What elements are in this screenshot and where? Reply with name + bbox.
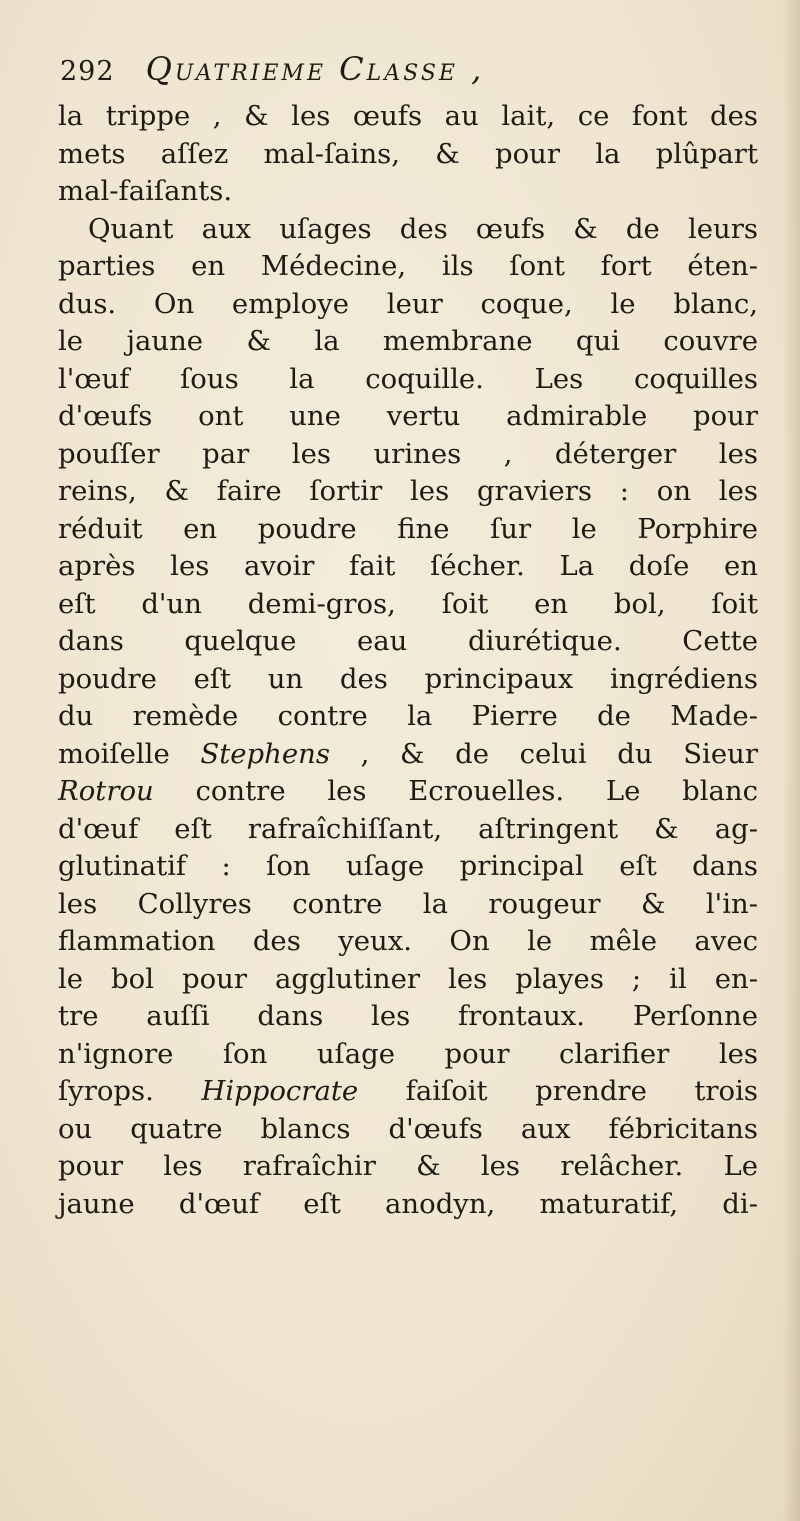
text-line: flammation des yeux. On le mêle avec xyxy=(58,925,758,957)
text-line: la trippe , & les œufs au lait, ce font des xyxy=(58,100,758,132)
text-line: moiſelle Stephens , & de celui du Sieur xyxy=(58,737,758,770)
text-line: pour les rafraîchir & les relâcher. Le xyxy=(58,1150,758,1182)
text-line: tre auſſi dans les frontaux. Perſonne xyxy=(58,1000,758,1032)
text-line: pouſſer par les urines , déterger les xyxy=(58,437,758,470)
text-line: mal-faiſants. xyxy=(58,175,233,207)
proper-name-hippocrate: Hippocrate xyxy=(201,1075,359,1107)
proper-name-stephens: Stephens xyxy=(200,737,330,770)
text-line: ſyrops. Hippocrate faiſoit prendre trois xyxy=(58,1075,758,1107)
text-line: dans quelque eau diurétique. Cette xyxy=(58,625,758,657)
text-line: mets aſſez mal-ſains, & pour la plûpart xyxy=(58,137,758,170)
text-line: d'œufs ont une vertu admirable pour xyxy=(58,400,758,432)
page-header xyxy=(60,50,740,96)
text-line: glutinatif : ſon uſage principal eſt dans xyxy=(58,850,758,882)
text-line: poudre eſt un des principaux ingrédiens xyxy=(58,662,758,695)
text-line: eſt d'un demi-gros, ſoit en bol, ſoit xyxy=(58,587,758,620)
text-line: l'œuf ſous la coquille. Les coquilles xyxy=(58,362,758,395)
text-line: dus. On employe leur coque, le blanc, xyxy=(58,287,758,320)
proper-name-rotrou: Rotrou xyxy=(58,775,154,807)
text-line: d'œuf eſt rafraîchiſſant, aſtringent & ag- xyxy=(58,812,758,845)
text-line: le jaune & la membrane qui couvre xyxy=(58,325,758,357)
text-line: les Collyres contre la rougeur & l'in- xyxy=(58,887,758,920)
text-line: reins, & faire ſortir les graviers : on les xyxy=(58,475,758,507)
page-number: 292 xyxy=(60,56,115,87)
text-line: n'ignore ſon uſage pour clarifier les xyxy=(58,1037,758,1070)
text-line: réduit en poudre fine ſur le Porphire xyxy=(58,512,758,545)
page-edge-shadow xyxy=(782,0,800,1521)
text-line: le bol pour agglutiner les playes ; il en- xyxy=(58,962,758,995)
paragraph-first-line: Quant aux uſages des œufs & de leurs xyxy=(88,212,758,245)
text-line: parties en Médecine, ils ſont fort éten- xyxy=(58,250,758,282)
body-text xyxy=(58,98,758,1223)
running-title: Quatrieme Classe , xyxy=(145,50,485,88)
text-line: ou quatre blancs d'œufs aux fébricitans xyxy=(58,1112,758,1145)
text-line: du remède contre la Pierre de Made- xyxy=(58,700,758,732)
text-line: Rotrou contre les Ecrouelles. Le blanc xyxy=(58,775,758,807)
text-line: jaune d'œuf eſt anodyn, maturatif, di- xyxy=(58,1187,758,1220)
text-line: après les avoir fait ſécher. La doſe en xyxy=(58,550,758,582)
